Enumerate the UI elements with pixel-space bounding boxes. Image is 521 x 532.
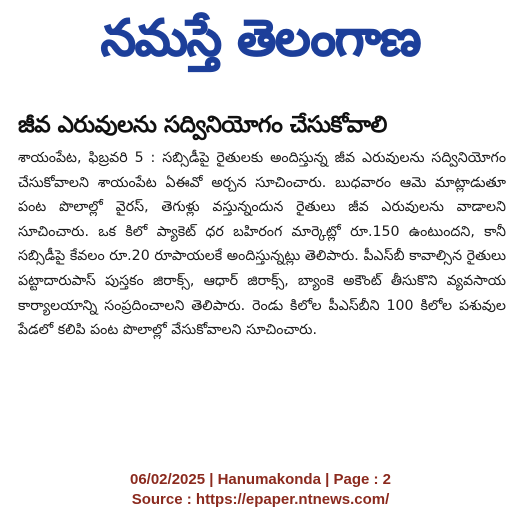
footer-meta: 06/02/2025 | Hanumakonda | Page : 2 (129, 471, 391, 488)
article-body-text: సబ్సిడీపై రైతులకు అందిస్తున్న జీవ ఎరువులను సద్వినియోగం చేసుకోవాలని శాయంపేట ఏఈవో అర్చన సూచించారు. బుధవారం ఆమె మాట్లాడుతూ పంట పొలాల్లో వైరస్, తెగుళ్లు వస్తున్నందున రైతులు జీవ ఎరువులను వాడాలని సూచించారు. ఒక కిలో ప్యాకెట్ ధర బహిరంగ మార్కెట్లో రూ.150 ఉంటుందని, కానీ సబ్సిడీపై కేవలం రూ.20 రూపాయలకే అందిస్తున్నట్లు తెలిపారు. పీఎస్‌బీ కావాల్సిన రైతులు పట్టాదారుపాస్ పుస్తకం జిరాక్స్, ఆధార్ జిరాక్స్, బ్యాంకె అకౌంట్ తీసుకొని వ్యవసాయ కార్యాలయాన్ని సంప్రదించాలని తెలిపారు. రెండు కిలోల పీఎస్‌బీని 100 కిలోల పశువుల పేడలో కలిపి పంట పొలాల్లో వేసుకోవాలని సూచించారు. (18, 150, 507, 339)
newspaper-logo: నమస్తే తెలంగాణ (100, 8, 421, 67)
article-body (18, 146, 506, 343)
masthead (0, 0, 521, 88)
article-dateline: శాయంపేట, ఫిబ్రవరి 5 : (18, 150, 163, 166)
footer (0, 470, 521, 510)
article-headline: జీవ ఎరువులను సద్వినియోగం చేసుకోవాలి (18, 112, 387, 138)
footer-source: Source : https://epaper.ntnews.com/ (131, 491, 390, 508)
article (18, 108, 506, 458)
